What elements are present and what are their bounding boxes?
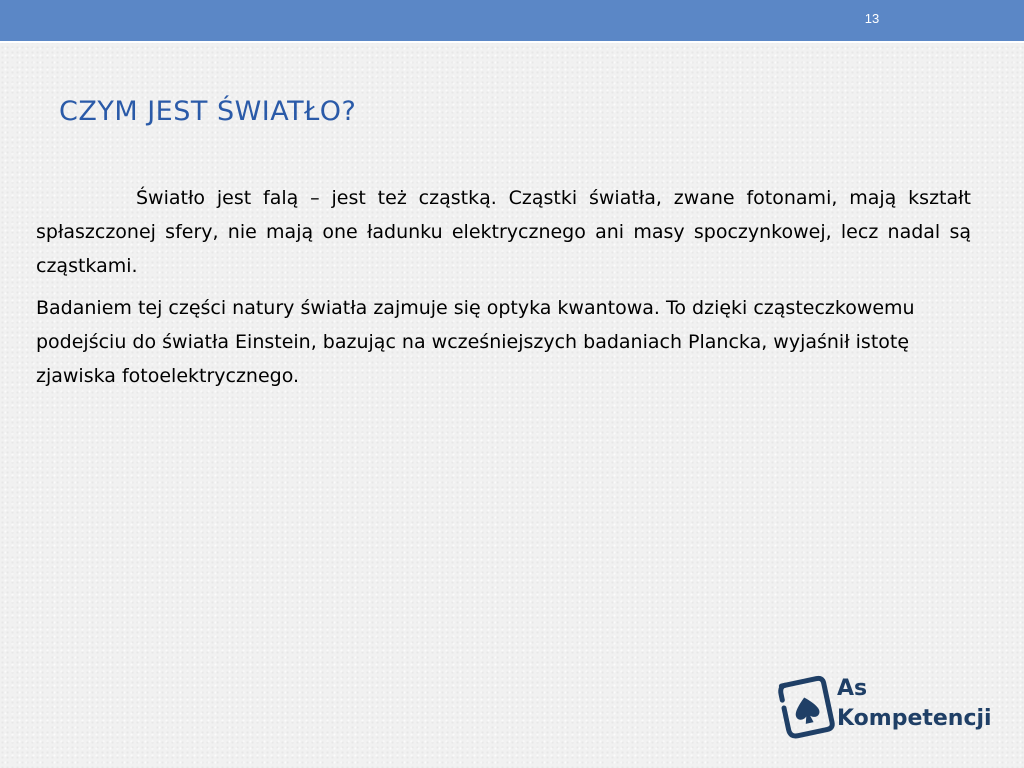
as-kompetencji-logo — [770, 668, 1000, 744]
slide-body — [36, 181, 971, 401]
paragraph-1: Światło jest falą – jest też cząstką. Cząstki światła, zwane fotonami, mają kształt spłaszczonej sfery, nie mają one ładunku elektrycznego ani masy spoczynkowej, lecz nadal są cząstkami. — [36, 187, 971, 277]
logo-text-kompetencji: Kompetencji — [837, 706, 992, 731]
playing-card-spade-icon — [770, 668, 836, 744]
header-divider — [0, 41, 1024, 43]
paragraph-2: Badaniem tej części natury światła zajmuje się optyka kwantowa. To dzięki cząsteczkowemu podejściu do światła Einstein, bazując na wcześniejszych badaniach Plancka, wyjaśnił istotę zjawiska fotoelektrycznego. — [36, 297, 915, 387]
slide-number: 13 — [864, 11, 880, 26]
logo-text-as: As — [837, 676, 868, 701]
slide-title: CZYM JEST ŚWIATŁO? — [59, 96, 357, 127]
